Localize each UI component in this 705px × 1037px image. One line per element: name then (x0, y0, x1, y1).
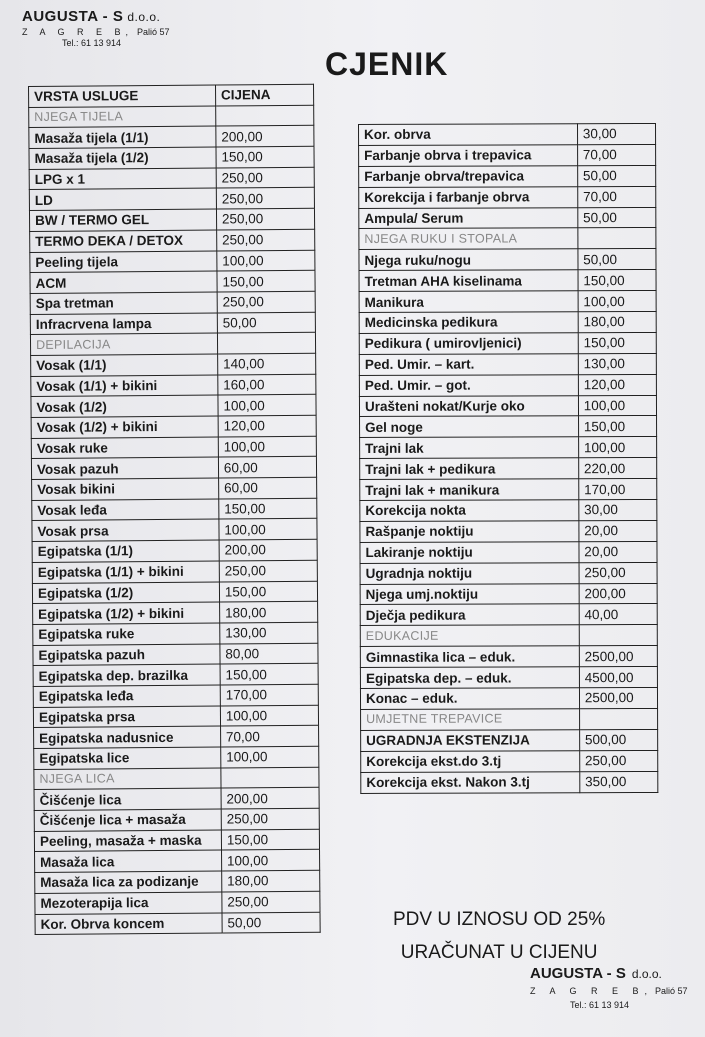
service-price: 100,00 (221, 746, 319, 767)
service-price: 200,00 (216, 126, 314, 147)
table-row (31, 353, 316, 376)
table-row (359, 123, 656, 145)
section-header-row (361, 708, 658, 730)
section-title: DEPILACIJA (30, 333, 217, 355)
table-row (360, 416, 657, 438)
service-name: Korekcija ekst.do 3.tj (361, 750, 580, 772)
service-price: 2500,00 (579, 646, 657, 667)
service-price (579, 625, 657, 646)
service-price: 100,00 (578, 437, 656, 458)
table-row (360, 458, 657, 480)
table-header-row (29, 84, 314, 107)
service-price: 120,00 (578, 374, 656, 395)
table-row (32, 477, 317, 500)
service-price: 80,00 (220, 643, 318, 664)
table-row (360, 667, 657, 689)
company-legal-form: d.o.o. (127, 10, 161, 24)
service-price: 500,00 (579, 729, 657, 750)
table-row (359, 270, 656, 292)
column-header-service: VRSTA USLUGE (29, 85, 216, 107)
service-name: Infracrvena lampa (30, 313, 217, 335)
service-price: 30,00 (577, 123, 655, 144)
service-price: 250,00 (219, 560, 317, 581)
service-name: Egipatska dep. brazilka (33, 664, 220, 686)
service-name: Egipatska (1/1) + bikini (32, 561, 219, 583)
table-row (30, 291, 315, 314)
table-row (360, 499, 657, 521)
service-price: 170,00 (220, 684, 318, 705)
service-name: Ampula/ Serum (359, 207, 578, 229)
table-row (359, 353, 656, 375)
service-price: 70,00 (577, 144, 655, 165)
vat-notice-line2: URAČUNAT U CIJENU (400, 942, 598, 963)
table-row (32, 539, 317, 562)
service-price: 150,00 (219, 581, 317, 602)
service-name: Egipatska nadusnice (34, 726, 221, 748)
price-table-left (28, 84, 321, 935)
service-price: 100,00 (578, 291, 656, 312)
table-row (30, 229, 315, 252)
service-name: Vosak ruke (31, 437, 218, 459)
table-row (34, 726, 319, 749)
table-row (32, 581, 317, 604)
table-row (31, 395, 316, 418)
service-price: 100,00 (218, 436, 316, 457)
service-name: Dječja pedikura (360, 604, 579, 626)
table-row (34, 808, 319, 831)
service-price: 250,00 (579, 562, 657, 583)
section-header-row (30, 333, 315, 356)
table-row (29, 126, 314, 149)
service-name: LD (29, 188, 216, 210)
service-name: Peeling, masaža + maska (34, 830, 221, 852)
service-name: ACM (30, 271, 217, 293)
section-title: NJEGA TIJELA (29, 106, 216, 128)
service-price: 220,00 (578, 458, 656, 479)
service-name: Vosak (1/2) (31, 395, 218, 417)
table-row (32, 560, 317, 583)
table-row (30, 250, 315, 273)
service-price: 200,00 (221, 788, 319, 809)
table-row (360, 479, 657, 501)
service-price: 100,00 (221, 850, 319, 871)
table-row (361, 771, 658, 793)
service-price: 100,00 (219, 519, 317, 540)
service-name: Masaža tijela (1/2) (29, 147, 216, 169)
section-header-row (29, 105, 314, 128)
service-price: 70,00 (578, 186, 656, 207)
service-name: Farbanje obrva/trepavica (359, 166, 578, 188)
service-name: Masaža lica (35, 850, 222, 872)
table-row (359, 186, 656, 208)
table-row (359, 207, 656, 229)
service-price (578, 228, 656, 249)
table-row (35, 870, 320, 893)
service-name: Kor. Obrva koncem (35, 913, 222, 935)
service-price: 100,00 (217, 250, 315, 271)
service-price: 2500,00 (579, 688, 657, 709)
service-name: Vosak (1/1) + bikini (31, 375, 218, 397)
section-header-row (34, 767, 319, 790)
service-name: Egipatska (1/1) (32, 540, 219, 562)
service-name: Njega umj.noktiju (360, 583, 579, 605)
service-name: Egipatska prsa (33, 706, 220, 728)
service-price: 250,00 (217, 291, 315, 312)
section-title: NJEGA RUKU I STOPALA (359, 228, 578, 250)
service-name: Masaža lica za podizanje (35, 871, 222, 893)
table-row (30, 270, 315, 293)
service-name: Egipatska dep. – eduk. (360, 667, 579, 689)
table-row (359, 291, 656, 313)
service-price: 200,00 (579, 583, 657, 604)
table-row (359, 144, 656, 166)
table-row (31, 457, 316, 480)
service-price (217, 333, 315, 354)
service-price: 60,00 (218, 477, 316, 498)
service-price: 150,00 (220, 663, 318, 684)
service-name: Egipatska (1/2) (32, 582, 219, 604)
service-price: 100,00 (218, 395, 316, 416)
stamp-company-name: AUGUSTA - S d.o.o. (530, 965, 662, 982)
price-table-right (358, 123, 658, 794)
table-row (35, 912, 320, 935)
service-price: 150,00 (217, 270, 315, 291)
table-row (31, 374, 316, 397)
service-price: 30,00 (579, 499, 657, 520)
table-row (360, 520, 657, 542)
service-name: Vosak bikini (32, 478, 219, 500)
service-price: 40,00 (579, 604, 657, 625)
table-row (33, 663, 318, 686)
service-name: Spa tretman (30, 292, 217, 314)
vat-notice-line1: PDV U IZNOSU OD 25% (393, 909, 606, 930)
service-name: Tretman AHA kiselinama (359, 270, 578, 292)
service-name: Peeling tijela (30, 251, 217, 273)
table-row (29, 146, 314, 169)
table-row (33, 684, 318, 707)
column-header-price: CIJENA (215, 84, 313, 105)
service-name: Lakiranje noktiju (360, 542, 579, 564)
service-price: 150,00 (578, 270, 656, 291)
company-name: AUGUSTA - S d.o.o. (22, 8, 161, 25)
service-price (221, 767, 319, 788)
service-price: 150,00 (221, 829, 319, 850)
company-address: Z A G R E B, Palió 57 (22, 27, 170, 37)
service-name: Pedikura ( umirovljenici) (359, 333, 578, 355)
company-stamp (530, 965, 688, 1010)
table-row (33, 705, 318, 728)
service-price: 170,00 (579, 479, 657, 500)
service-name: Korekcija i farbanje obrva (359, 186, 578, 208)
service-name: UGRADNJA EKSTENZIJA (361, 730, 580, 752)
service-price: 250,00 (216, 208, 314, 229)
service-price: 250,00 (579, 750, 657, 771)
table-row (33, 643, 318, 666)
table-row (30, 312, 315, 335)
service-name: Egipatska ruke (33, 623, 220, 645)
table-row (360, 688, 657, 710)
service-price: 50,00 (222, 912, 320, 933)
service-price: 130,00 (578, 353, 656, 374)
service-name: Medicinska pedikura (359, 312, 578, 334)
service-price: 180,00 (219, 601, 317, 622)
table-row (32, 498, 317, 521)
service-price: 180,00 (578, 311, 656, 332)
service-name: Gimnastika lica – eduk. (360, 646, 579, 668)
service-price: 150,00 (578, 416, 656, 437)
table-row (33, 622, 318, 645)
table-row (32, 519, 317, 542)
table-row (359, 395, 656, 417)
service-price: 160,00 (218, 374, 316, 395)
table-row (359, 374, 656, 396)
service-price: 250,00 (217, 229, 315, 250)
service-price: 20,00 (579, 541, 657, 562)
table-row (31, 415, 316, 438)
service-name: Čišćenje lica (34, 788, 221, 810)
table-row (359, 311, 656, 333)
service-name: BW / TERMO GEL (29, 209, 216, 231)
table-row (359, 249, 656, 271)
service-name: Kor. obrva (359, 124, 578, 146)
service-price: 60,00 (218, 457, 316, 478)
table-row (34, 746, 319, 769)
service-name: Trajni lak (360, 437, 579, 459)
table-row (35, 850, 320, 873)
section-header-row (360, 625, 657, 647)
service-price: 250,00 (221, 808, 319, 829)
table-row (361, 729, 658, 751)
section-title: EDUKACIJE (360, 625, 579, 647)
service-price: 50,00 (577, 165, 655, 186)
service-name: Rašpanje noktiju (360, 521, 579, 543)
table-row (359, 332, 656, 354)
service-name: Mezoterapija lica (35, 892, 222, 914)
service-name: Gel noge (360, 416, 579, 438)
service-name: Vosak leđa (32, 499, 219, 521)
table-row (359, 165, 656, 187)
service-name: Ped. Umir. – kart. (359, 354, 578, 376)
section-title: UMJETNE TREPAVICE (361, 709, 580, 731)
service-name: Trajni lak + pedikura (360, 458, 579, 480)
table-row (360, 646, 657, 668)
service-name: Čišćenje lica + masaža (34, 809, 221, 831)
service-price: 100,00 (578, 395, 656, 416)
service-price: 150,00 (219, 498, 317, 519)
service-name: Trajni lak + manikura (360, 479, 579, 501)
service-price: 250,00 (216, 167, 314, 188)
vat-notice (393, 903, 605, 969)
service-name: Urašteni nokat/Kurje oko (359, 395, 578, 417)
service-name: Egipatska pazuh (33, 644, 220, 666)
service-name: Korekcija ekst. Nakon 3.tj (361, 771, 580, 793)
table-row (360, 583, 657, 605)
service-name: Konac – eduk. (360, 688, 579, 710)
service-price: 350,00 (580, 771, 658, 792)
service-price: 180,00 (222, 870, 320, 891)
service-price (216, 105, 314, 126)
section-header-row (359, 228, 656, 250)
service-name: TERMO DEKA / DETOX (30, 230, 217, 252)
service-name: Korekcija nokta (360, 500, 579, 522)
service-name: Egipatska leđa (33, 685, 220, 707)
service-price: 100,00 (220, 705, 318, 726)
service-name: Masaža tijela (1/1) (29, 126, 216, 148)
service-price: 150,00 (578, 332, 656, 353)
page-title: CJENIK (325, 46, 449, 82)
company-phone: Tel.: 61 13 914 (62, 38, 122, 48)
service-price: 140,00 (218, 353, 316, 374)
service-name: Njega ruku/nogu (359, 249, 578, 271)
table-row (360, 604, 657, 626)
service-price: 20,00 (579, 520, 657, 541)
table-row (34, 829, 319, 852)
service-price: 130,00 (220, 622, 318, 643)
table-row (360, 562, 657, 584)
service-price: 4500,00 (579, 667, 657, 688)
service-price: 120,00 (218, 415, 316, 436)
service-name: Ugradnja noktiju (360, 562, 579, 584)
service-name: Vosak prsa (32, 519, 219, 541)
service-name: Vosak pazuh (31, 457, 218, 479)
service-price: 50,00 (217, 312, 315, 333)
service-price: 250,00 (216, 188, 314, 209)
table-row (29, 208, 314, 231)
table-row (360, 541, 657, 563)
service-name: Vosak (1/2) + bikini (31, 416, 218, 438)
table-row (31, 436, 316, 459)
service-name: Vosak (1/1) (31, 354, 218, 376)
service-price: 250,00 (222, 891, 320, 912)
table-row (33, 601, 318, 624)
stamp-phone: Tel.: 61 13 914 (570, 1000, 630, 1010)
service-price (579, 708, 657, 729)
section-title: NJEGA LICA (34, 768, 221, 790)
table-row (29, 167, 314, 190)
table-row (360, 437, 657, 459)
service-price: 50,00 (578, 249, 656, 270)
service-name: Egipatska (1/2) + bikini (33, 602, 220, 624)
service-name: Egipatska lice (34, 747, 221, 769)
table-row (34, 788, 319, 811)
service-price: 50,00 (578, 207, 656, 228)
service-name: Manikura (359, 291, 578, 313)
service-price: 70,00 (220, 726, 318, 747)
table-row (35, 891, 320, 914)
service-name: Farbanje obrva i trepavica (359, 145, 578, 167)
table-row (29, 188, 314, 211)
service-name: LPG x 1 (29, 168, 216, 190)
table-row (361, 750, 658, 772)
company-header (22, 8, 170, 48)
stamp-address: Z A G R E B, Palió 57 (530, 986, 688, 996)
service-price: 200,00 (219, 539, 317, 560)
service-name: Ped. Umir. – got. (359, 374, 578, 396)
service-price: 150,00 (216, 146, 314, 167)
